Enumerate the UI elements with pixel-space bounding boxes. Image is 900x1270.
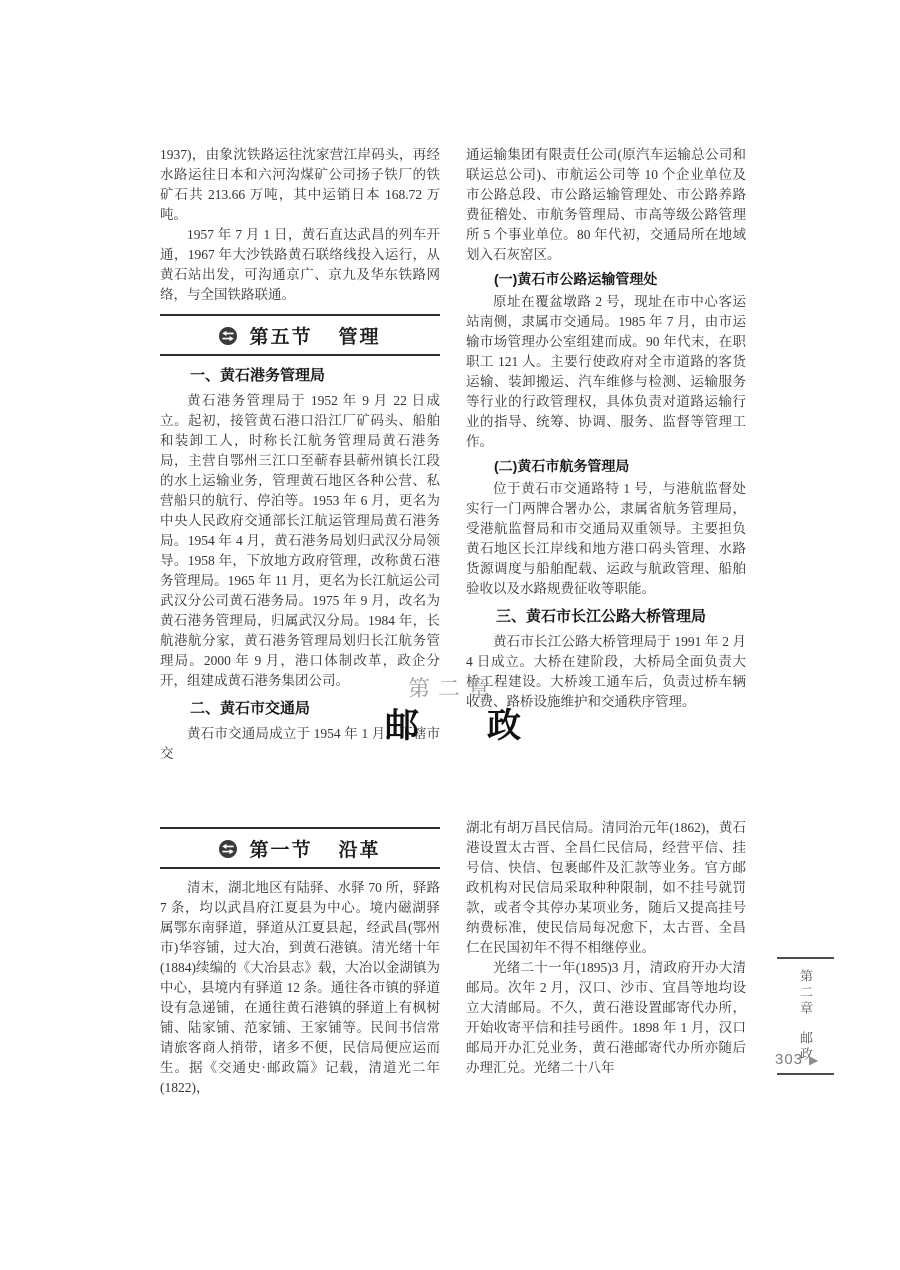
paragraph: 黄石港务管理局于 1952 年 9 月 22 日成立。起初，接管黄石港口沿江厂矿码头、船舶和装卸工人，时称长江航务管理局黄石港务局，主营自鄂州三江口至蕲春县蕲州镇长江段的水上运输业务，管理黄石地区各种公营、私营船只的航行、停泊等。1953 年 6 月，更名为中央人民政府交通部长江航运管理局黄石港务局。1954 年 4 月，黄石港务局划归武汉分局领导。1958 年，下放地方政府管理，改称黄石港务管理局。1965 年 11 月，更名为长江航运公司武汉分公司黄石港务局。1975 年 9 月，改名为黄石港务管理局，归属武汉分局。1984 年，长航港航分家，黄石港务管理局划归长江航务管理局。2000 年 9 月，港口体制改革，政企分开，组建成黄石港务集团公司。 [160,393,440,688]
page-number-arrow-icon: ▶ [809,1052,820,1067]
subsection-heading: (二)黄石市航务管理局 [494,458,630,474]
subsection-heading: 三、黄石市长江公路大桥管理局 [496,608,707,625]
subsection-heading: 二、黄石市交通局 [190,700,311,717]
paragraph: 1937)，由象沈铁路运往沈家营江岸码头，再经水路运往日本和六河沟煤矿公司扬子铁厂的铁矿石共 213.66 万吨，其中运销日本 168.72 万吨。 [160,147,440,222]
top-section [160,145,746,764]
paragraph: 湖北有胡万昌民信局。清同治元年(1862)，黄石港设置太古晋、全昌仁民信局，经营平信、挂号信、快信、包裹邮件及汇款等业务。官方邮政机构对民信局采取种种限制，如不挂号就罚款，或者令其停办某项业务，随后又提高挂号纳费标准，使民信局每况愈下，太古晋、全昌仁在民国初年不得不相继停业。 [466,820,746,955]
paragraph: 光绪二十一年(1895)3 月，清政府开办大清邮局。次年 2 月，汉口、沙市、宜昌等地均设立大清邮局。不久，黄石港设置邮寄代办所，开始收寄平信和挂号函件。1898 年 1 月，汉口邮局开办汇兑业务，黄石港邮寄代办所亦随后办理汇兑。光绪二十八年 [466,960,746,1075]
paragraph: 原址在覆盆墩路 2 号，现址在市中心客运站南侧，隶属市交通局。1985 年 7 月，由市运输市场管理办公室组建而成。90 年代末，在职职工 121 人。主要行使政府对全市道路的客货运输、装卸搬运、汽车维修与检测、运输服务等行业的行政管理权，具体负责对道路运输行业的指导、统筹、协调、服务、监督等管理工作。 [466,294,746,449]
section-header-5 [160,314,440,356]
page-number-value: 303 [775,1051,804,1068]
subsection-heading: 一、黄石港务管理局 [190,367,326,384]
swap-arrows-icon [219,327,237,345]
right-column [466,818,746,1098]
sidebar-chapter-text [796,969,815,1063]
subsection-heading: (一)黄石市公路运输管理处 [494,271,658,287]
sidebar-chapter-label: 第二章 [798,969,813,1017]
page-number [775,1051,819,1068]
paragraph: 通运输集团有限责任公司(原汽车运输总公司和联运总公司)、市航运公司等 10 个企业单位及市公路总段、市公路运输管理处、市公路养路费征稽处、市航务管理局、市高等级公路管理所 5 个事业单位。80 年代初，交通局所在地域划入石灰窑区。 [466,147,746,262]
section-title: 管理 [338,327,381,348]
paragraph: 黄石市交通局成立于 1954 年 1 月。下辖市交 [160,726,440,761]
paragraph: 1957 年 7 月 1 日，黄石直达武昌的列车开通，1967 年大沙铁路黄石联络线投入运行，从黄石站出发，可沟通京广、京九及华东铁路网络，与全国铁路联通。 [160,227,440,302]
sidebar-chapter-title: 邮政 [798,1031,813,1063]
paragraph: 黄石市长江公路大桥管理局于 1991 年 2 月 4 日成立。大桥在建阶段，大桥局全面负责大桥工程建设。大桥竣工通车后，负责过桥车辆收费、路桥设施维护和交通秩序管理。 [466,634,746,709]
left-column [160,818,440,1098]
paragraph: 位于黄石市交通路特 1 号，与港航监督处实行一门两牌合署办公，隶属省航务管理局，受港航监督局和市交通局双重领导。主要担负黄石地区长江岸线和地方港口码头管理、水路货源调度与船舶配载、运政与航政管理、船舶验收以及水路规费征收等职能。 [466,481,746,596]
swap-arrows-icon [219,840,237,858]
chapter-label: 第二章 [407,676,498,701]
bottom-section [160,818,746,1098]
section-title: 沿革 [338,840,381,861]
paragraph: 清末，湖北地区有陆驿、水驿 70 所，驿路 7 条，均以武昌府江夏县为中心。境内磁湖驿属鄂东南驿道，驿道从江夏县起，经武昌(鄂州市)华容铺，过大冶，到黄石港镇。清光绪十年(1884)续编的《大冶县志》载，大冶以金湖镇为中心，县境内有驿道 12 条。通往各市镇的驿道设有急递铺，在通往黄石港镇的驿道上有枫树铺、陆家铺、范家铺、王家铺等。民间书信常请旅客商人捎带，诸多不便，民信局便应运而生。据《交通史·邮政篇》记载，清道光二年(1822)， [160,880,440,1095]
left-column [160,145,440,764]
section-label: 第五节 [249,327,313,348]
section-label: 第一节 [249,840,313,861]
right-column [466,145,746,764]
chapter-heading [160,676,746,747]
section-header-1 [160,827,440,869]
chapter-title: 邮 政 [385,707,521,745]
